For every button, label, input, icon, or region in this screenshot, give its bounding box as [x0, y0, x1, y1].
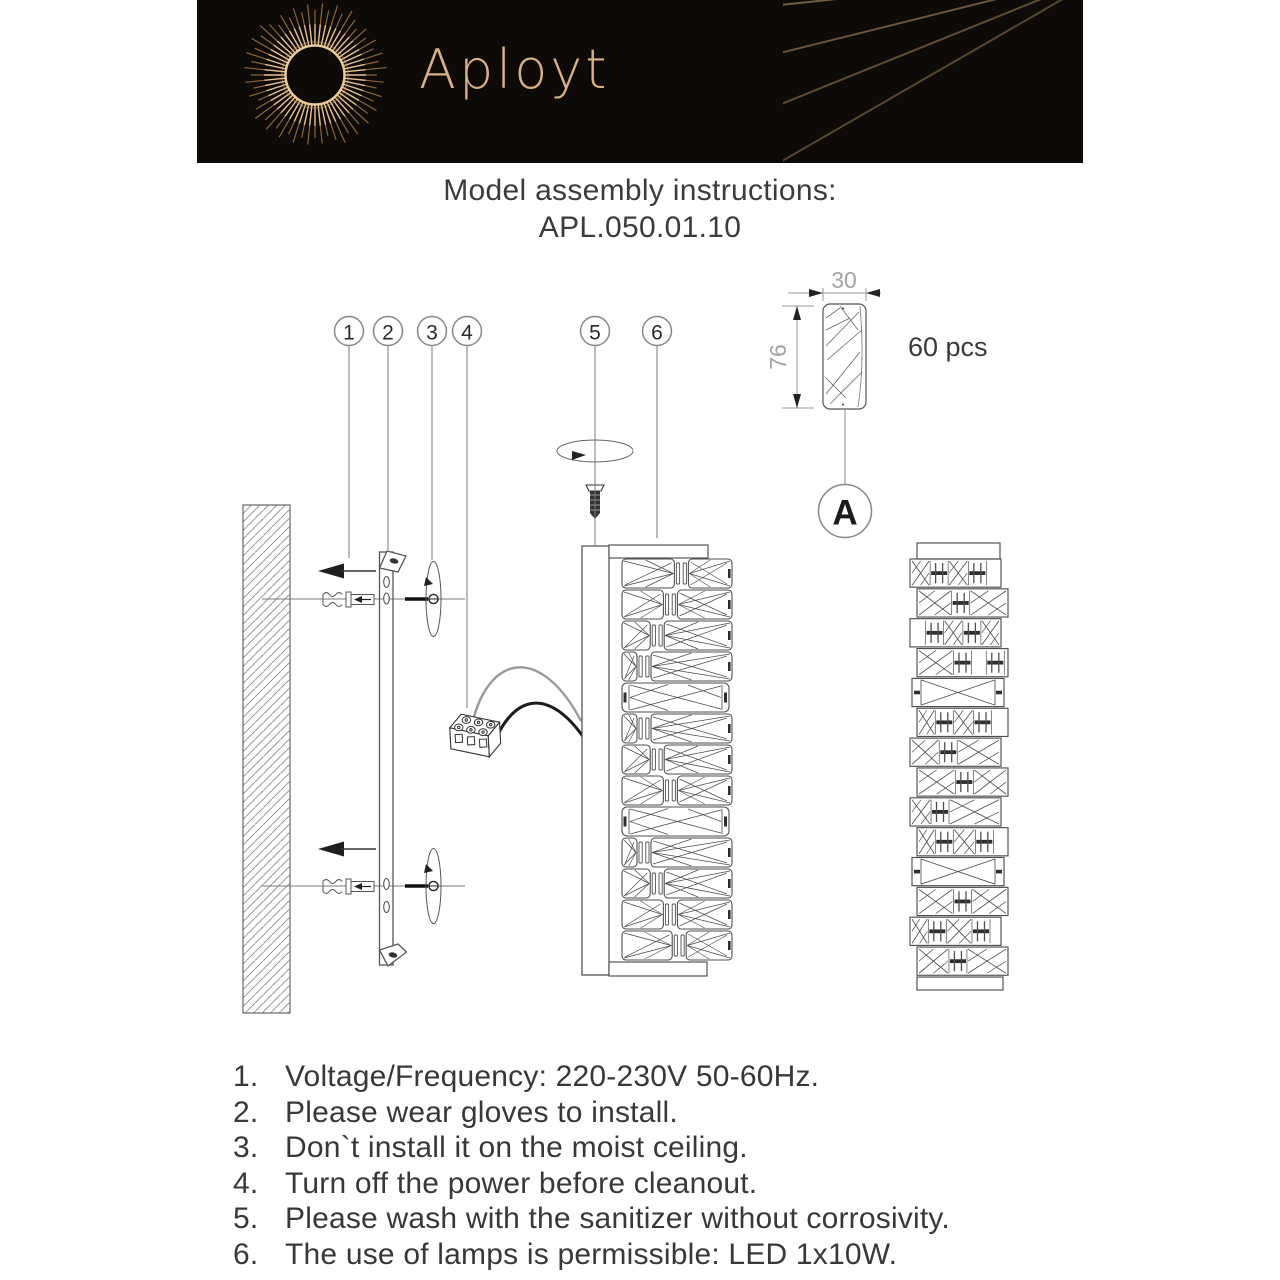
instruction-item	[233, 1166, 950, 1202]
instruction-item	[233, 1130, 950, 1166]
instruction-text: Don`t install it on the moist ceiling.	[285, 1131, 748, 1164]
instruction-item	[233, 1095, 950, 1131]
page-title: Model assembly instructions:	[443, 174, 837, 207]
callouts	[335, 317, 672, 709]
instruction-text: Voltage/Frequency: 220-230V 50-60Hz.	[285, 1060, 820, 1093]
instruction-text: The use of lamps is permissible: LED 1x10W.	[285, 1237, 898, 1271]
height-dim-label: 76	[765, 344, 791, 370]
mounting-bracket-drawing	[380, 551, 407, 966]
callout-5	[581, 317, 610, 546]
push-arrow-top	[318, 564, 376, 579]
crystal-detail-drawing	[765, 267, 988, 538]
instruction-text: Turn off the power before cleanout.	[285, 1166, 758, 1200]
callout-number: 2	[382, 321, 394, 345]
instruction-number: 1.	[233, 1060, 259, 1093]
callout-number: 6	[651, 321, 663, 345]
instruction-number: 3.	[233, 1131, 259, 1164]
instruction-text: Please wash with the sanitizer without corrosivity.	[285, 1202, 950, 1235]
width-dimension	[788, 267, 881, 301]
callout-number: 1	[343, 321, 355, 345]
lamp-side-view	[582, 545, 732, 976]
callout-number: 3	[426, 321, 438, 345]
instruction-item	[233, 1059, 950, 1095]
instruction-item	[233, 1237, 950, 1273]
callout-4	[453, 317, 482, 709]
lamp-front-view	[910, 543, 1008, 990]
instruction-number: 5.	[233, 1202, 259, 1235]
detail-letter: A	[832, 493, 858, 533]
instruction-item	[233, 1201, 950, 1237]
callout-number: 5	[589, 321, 601, 345]
quantity-label: 60 pcs	[908, 332, 988, 362]
callout-3	[418, 317, 447, 561]
instructions-list	[233, 1059, 950, 1272]
brand-wordmark: Aployt	[419, 38, 610, 101]
wall-drawing	[243, 505, 290, 1013]
height-dimension	[765, 306, 814, 408]
width-dim-label: 30	[831, 267, 857, 293]
instruction-number: 2.	[233, 1095, 259, 1129]
callout-number: 4	[461, 321, 473, 345]
instruction-text: Please wear gloves to install.	[285, 1095, 678, 1129]
instruction-number: 4.	[233, 1166, 259, 1200]
model-number: APL.050.01.10	[538, 211, 742, 244]
push-arrow-bottom	[318, 842, 376, 857]
callout-2	[374, 317, 403, 551]
callout-1	[335, 317, 364, 559]
terminal-block-drawing	[449, 712, 501, 759]
instruction-number: 6.	[233, 1237, 259, 1271]
callout-6	[643, 317, 672, 539]
